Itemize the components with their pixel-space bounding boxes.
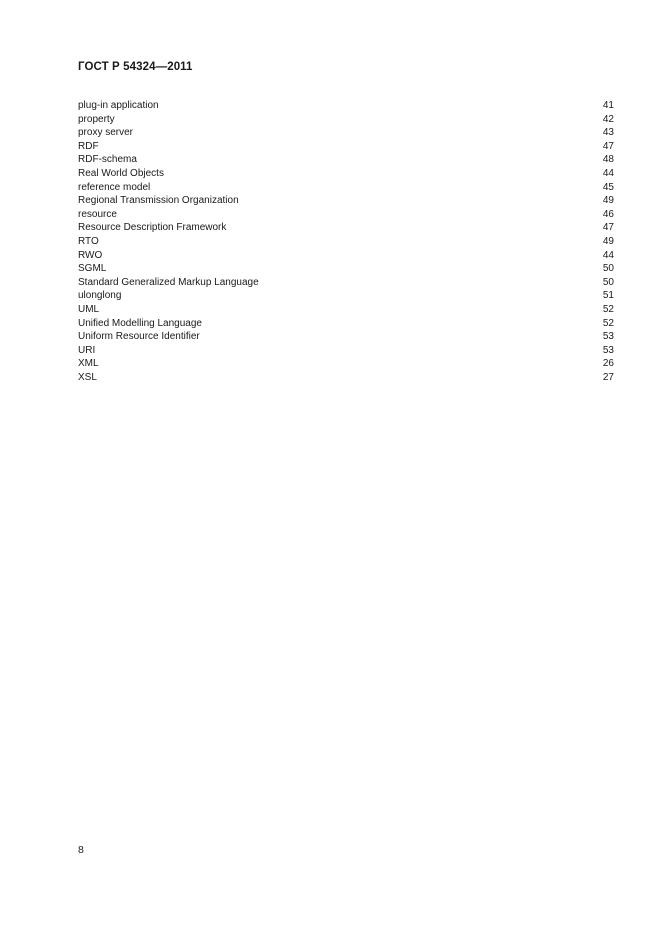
index-entry — [78, 303, 614, 317]
index-term: UML — [78, 303, 100, 315]
index-page-ref: 45 — [602, 181, 614, 193]
index-page-ref: 41 — [602, 100, 614, 111]
index-page-ref: 44 — [602, 167, 614, 179]
index-term: resource — [78, 208, 117, 220]
index-page-ref: 52 — [602, 317, 614, 329]
index-page-ref: 43 — [602, 127, 614, 139]
index-entry — [78, 330, 614, 344]
index-term: RDF — [78, 140, 99, 152]
index-term: reference model — [78, 181, 151, 193]
index-term: ulonglong — [78, 290, 122, 302]
index-term: plug-in application — [78, 100, 159, 111]
index-entry — [78, 153, 614, 167]
index-entry — [78, 167, 614, 181]
index-entry — [78, 208, 614, 222]
index-page-ref: 52 — [602, 303, 614, 315]
index-page-ref: 49 — [602, 195, 614, 207]
index-term: Resource Description Framework — [78, 222, 227, 234]
index-entry — [78, 181, 614, 195]
index-term: Uniform Resource Identifier — [78, 331, 200, 343]
index-entry — [78, 235, 614, 249]
index-entry — [78, 276, 614, 290]
index-entry — [78, 371, 614, 385]
index-term: proxy server — [78, 127, 134, 139]
index-term: SGML — [78, 263, 107, 275]
page-number: 8 — [78, 844, 84, 856]
index-page-ref: 50 — [602, 263, 614, 275]
index-page-ref: 49 — [602, 235, 614, 247]
index-entry — [78, 344, 614, 358]
term-index-list — [78, 99, 614, 384]
index-page-ref: 46 — [602, 208, 614, 220]
index-term: RWO — [78, 249, 103, 261]
index-entry — [78, 113, 614, 127]
index-term: Real World Objects — [78, 167, 164, 179]
index-entry — [78, 221, 614, 235]
index-entry — [78, 194, 614, 208]
index-page-ref: 53 — [602, 344, 614, 356]
index-term: XSL — [78, 371, 97, 383]
index-entry — [78, 140, 614, 154]
index-page-ref: 48 — [602, 154, 614, 166]
index-entry — [78, 262, 614, 276]
index-page-ref: 42 — [602, 113, 614, 125]
index-page-ref: 44 — [602, 249, 614, 261]
index-entry — [78, 126, 614, 140]
index-entry — [78, 289, 614, 303]
index-entry — [78, 357, 614, 371]
index-page-ref: 27 — [602, 371, 614, 383]
index-term: Regional Transmission Organization — [78, 195, 239, 207]
index-page-ref: 26 — [602, 358, 614, 370]
index-term: RDF-schema — [78, 154, 137, 166]
document-header: ГОСТ Р 54324—2011 — [78, 61, 193, 73]
index-term: RTO — [78, 235, 99, 247]
index-page-ref: 50 — [602, 276, 614, 288]
index-term: URI — [78, 344, 96, 356]
index-term: Unified Modelling Language — [78, 317, 202, 329]
index-entry — [78, 249, 614, 263]
index-page-ref: 47 — [602, 222, 614, 234]
index-page-ref: 47 — [602, 140, 614, 152]
index-term: XML — [78, 358, 99, 370]
index-page-ref: 51 — [602, 290, 614, 302]
index-term: Standard Generalized Markup Language — [78, 276, 259, 288]
index-entry — [78, 317, 614, 331]
index-entry — [78, 99, 614, 113]
index-term: property — [78, 113, 115, 125]
index-page-ref: 53 — [602, 331, 614, 343]
